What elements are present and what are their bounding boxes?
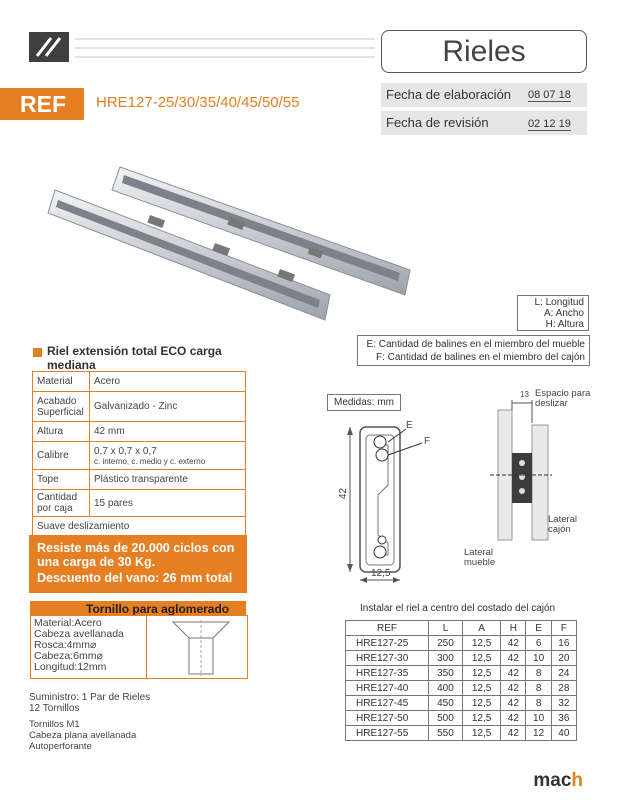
table-row: [33, 422, 246, 442]
product-title-line: mediana: [47, 358, 96, 372]
cell: 450: [429, 696, 463, 711]
cell: 42: [501, 726, 526, 741]
supply-line: Suministro: 1 Par de Rieles: [29, 692, 151, 703]
legend-item: F: Cantidad de balines en el miembro del cajón: [375, 352, 585, 363]
table-row: [346, 651, 577, 666]
cell: 12,5: [462, 696, 500, 711]
brand-text: mac: [533, 770, 572, 791]
spec-key: Cantidad por caja: [33, 490, 90, 517]
install-note: Instalar el riel a centro del costado del cajón: [360, 603, 556, 614]
screw-line: Cabeza:6mm⌀: [34, 650, 103, 662]
cell: 42: [501, 636, 526, 651]
supply-line: Autoperforante: [29, 741, 92, 752]
cell: 32: [551, 696, 576, 711]
cell: 400: [429, 681, 463, 696]
cell: 36: [551, 711, 576, 726]
drawer-slide-image: [40, 155, 420, 325]
table-row: [346, 711, 577, 726]
supply-line: 12 Tornillos: [29, 703, 80, 714]
cell: 12,5: [462, 681, 500, 696]
cell: 10: [526, 711, 551, 726]
screw-box: [30, 615, 248, 679]
cell: 10: [526, 651, 551, 666]
table-row: [33, 392, 246, 422]
column-header: E: [526, 621, 551, 636]
brand-text-accent: h: [571, 770, 583, 791]
legend-item: H: Altura: [545, 319, 584, 330]
table-row: [33, 490, 246, 517]
spec-key: Acabado Superficial: [33, 392, 90, 422]
legend-item: E: Cantidad de balines en el miembro del mueble: [366, 339, 585, 350]
cell: 12,5: [462, 636, 500, 651]
screw-title: Tornillo para aglomerado: [86, 602, 230, 616]
legend-item: A: Ancho: [543, 308, 584, 319]
height-dimension: 42: [338, 487, 350, 500]
cell: 12: [526, 726, 551, 741]
column-header: H: [501, 621, 526, 636]
cell: HRE127-55: [346, 726, 429, 741]
cell: 24: [551, 666, 576, 681]
spec-key: Calibre: [33, 442, 90, 470]
highlight-line: Resiste más de 20.000 ciclos con una carga de 30 Kg.: [37, 541, 235, 569]
table-row: [33, 442, 246, 470]
table-row: [33, 372, 246, 392]
cell: 42: [501, 711, 526, 726]
fecha-elaboracion-label: Fecha de elaboración: [386, 87, 512, 102]
cell: 42: [501, 651, 526, 666]
screw-divider: [146, 616, 147, 678]
cell: 20: [551, 651, 576, 666]
lateral-cajon-label: Lateral cajón: [548, 514, 578, 535]
supply-info: [29, 692, 150, 714]
spec-value: Galvanizado - Zinc: [90, 392, 246, 422]
ref-label: REF: [0, 88, 84, 120]
column-header: F: [551, 621, 576, 636]
table-row: [346, 726, 577, 741]
cell: 6: [526, 636, 551, 651]
supply-line: Tornillos M1: [29, 719, 80, 730]
screw-supply-info: [29, 719, 136, 752]
cell: 12,5: [462, 711, 500, 726]
spec-value-sub: c. interno, c. medio y c. externo: [94, 456, 206, 466]
screw-line: Material:Acero: [34, 617, 102, 629]
spec-table: [32, 371, 246, 537]
cell: 40: [551, 726, 576, 741]
screw-drawing: [171, 620, 231, 676]
table-row: [33, 470, 246, 490]
cell: 42: [501, 666, 526, 681]
screw-line: Cabeza avellanada: [34, 628, 124, 640]
logo-badge: [29, 32, 69, 62]
column-header: REF: [346, 621, 429, 636]
screw-specs: [34, 618, 124, 673]
cell: 250: [429, 636, 463, 651]
spec-footer: Suave deslizamiento: [33, 517, 246, 537]
cell: 12,5: [462, 726, 500, 741]
lateral-mueble-label: Lateral mueble: [464, 547, 496, 568]
legend-item: L: Longitud: [534, 297, 584, 308]
fecha-revision-value: 02 12 19: [528, 118, 571, 130]
fecha-elaboracion-value: 08 07 18: [528, 89, 571, 101]
cell: HRE127-35: [346, 666, 429, 681]
cell: 8: [526, 696, 551, 711]
screw-line: Longitud:12mm: [34, 661, 107, 673]
cell: 16: [551, 636, 576, 651]
product-title-line: Riel extensión total ECO carga: [47, 344, 222, 358]
spec-value: 42 mm: [90, 422, 246, 442]
cell: 28: [551, 681, 576, 696]
label-f: F: [424, 436, 431, 447]
double-slash-icon: [29, 32, 69, 62]
medidas-label: Medidas: mm: [327, 394, 401, 411]
spec-value: Plástico transparente: [90, 470, 246, 490]
cell: 8: [526, 681, 551, 696]
header-line: [75, 47, 375, 49]
gap-dimension: 13: [520, 390, 529, 399]
screw-line: Rosca:4mm⌀: [34, 639, 97, 651]
brand-logo: [533, 770, 583, 792]
cell: 300: [429, 651, 463, 666]
legend-balls: [357, 335, 590, 366]
cell: HRE127-50: [346, 711, 429, 726]
table-row: [33, 517, 246, 537]
cell: 350: [429, 666, 463, 681]
cell: 12,5: [462, 651, 500, 666]
width-dimension: 12,5: [371, 568, 391, 579]
table-row: [346, 666, 577, 681]
cell: 12,5: [462, 666, 500, 681]
cell: 8: [526, 666, 551, 681]
cell: 42: [501, 696, 526, 711]
fecha-revision-label: Fecha de revisión: [386, 115, 489, 130]
table-row: [346, 696, 577, 711]
spec-key: Altura: [33, 422, 90, 442]
cell: HRE127-45: [346, 696, 429, 711]
page-title: Rieles: [381, 30, 587, 73]
highlight-box: [29, 535, 247, 593]
spec-value: 15 pares: [90, 490, 246, 517]
column-header: A: [462, 621, 500, 636]
label-e: E: [406, 420, 413, 431]
legend-dimensions: [517, 295, 589, 331]
cell: HRE127-30: [346, 651, 429, 666]
cell: 550: [429, 726, 463, 741]
spec-value-main: 0,7 x 0,7 x 0,7: [94, 445, 157, 457]
dimensions-table: [345, 620, 577, 741]
section-bullet: [33, 348, 42, 357]
supply-line: Cabeza plana avellanada: [29, 730, 137, 741]
cell: HRE127-40: [346, 681, 429, 696]
header-line: [75, 38, 375, 40]
ref-codes: HRE127-25/30/35/40/45/50/55: [96, 94, 300, 111]
table-header-row: [346, 621, 577, 636]
spec-key: Tope: [33, 470, 90, 490]
espacio-label: Espacio para deslizar: [535, 388, 591, 409]
column-header: L: [429, 621, 463, 636]
cell: HRE127-25: [346, 636, 429, 651]
header-line: [75, 56, 375, 58]
cell: 500: [429, 711, 463, 726]
cell: 42: [501, 681, 526, 696]
table-row: [346, 681, 577, 696]
spec-value: [90, 442, 246, 470]
spec-key: Material: [33, 372, 90, 392]
highlight-line: Descuento del vano: 26 mm total: [37, 571, 233, 585]
spec-value: Acero: [90, 372, 246, 392]
table-row: [346, 636, 577, 651]
product-title: [47, 344, 222, 372]
